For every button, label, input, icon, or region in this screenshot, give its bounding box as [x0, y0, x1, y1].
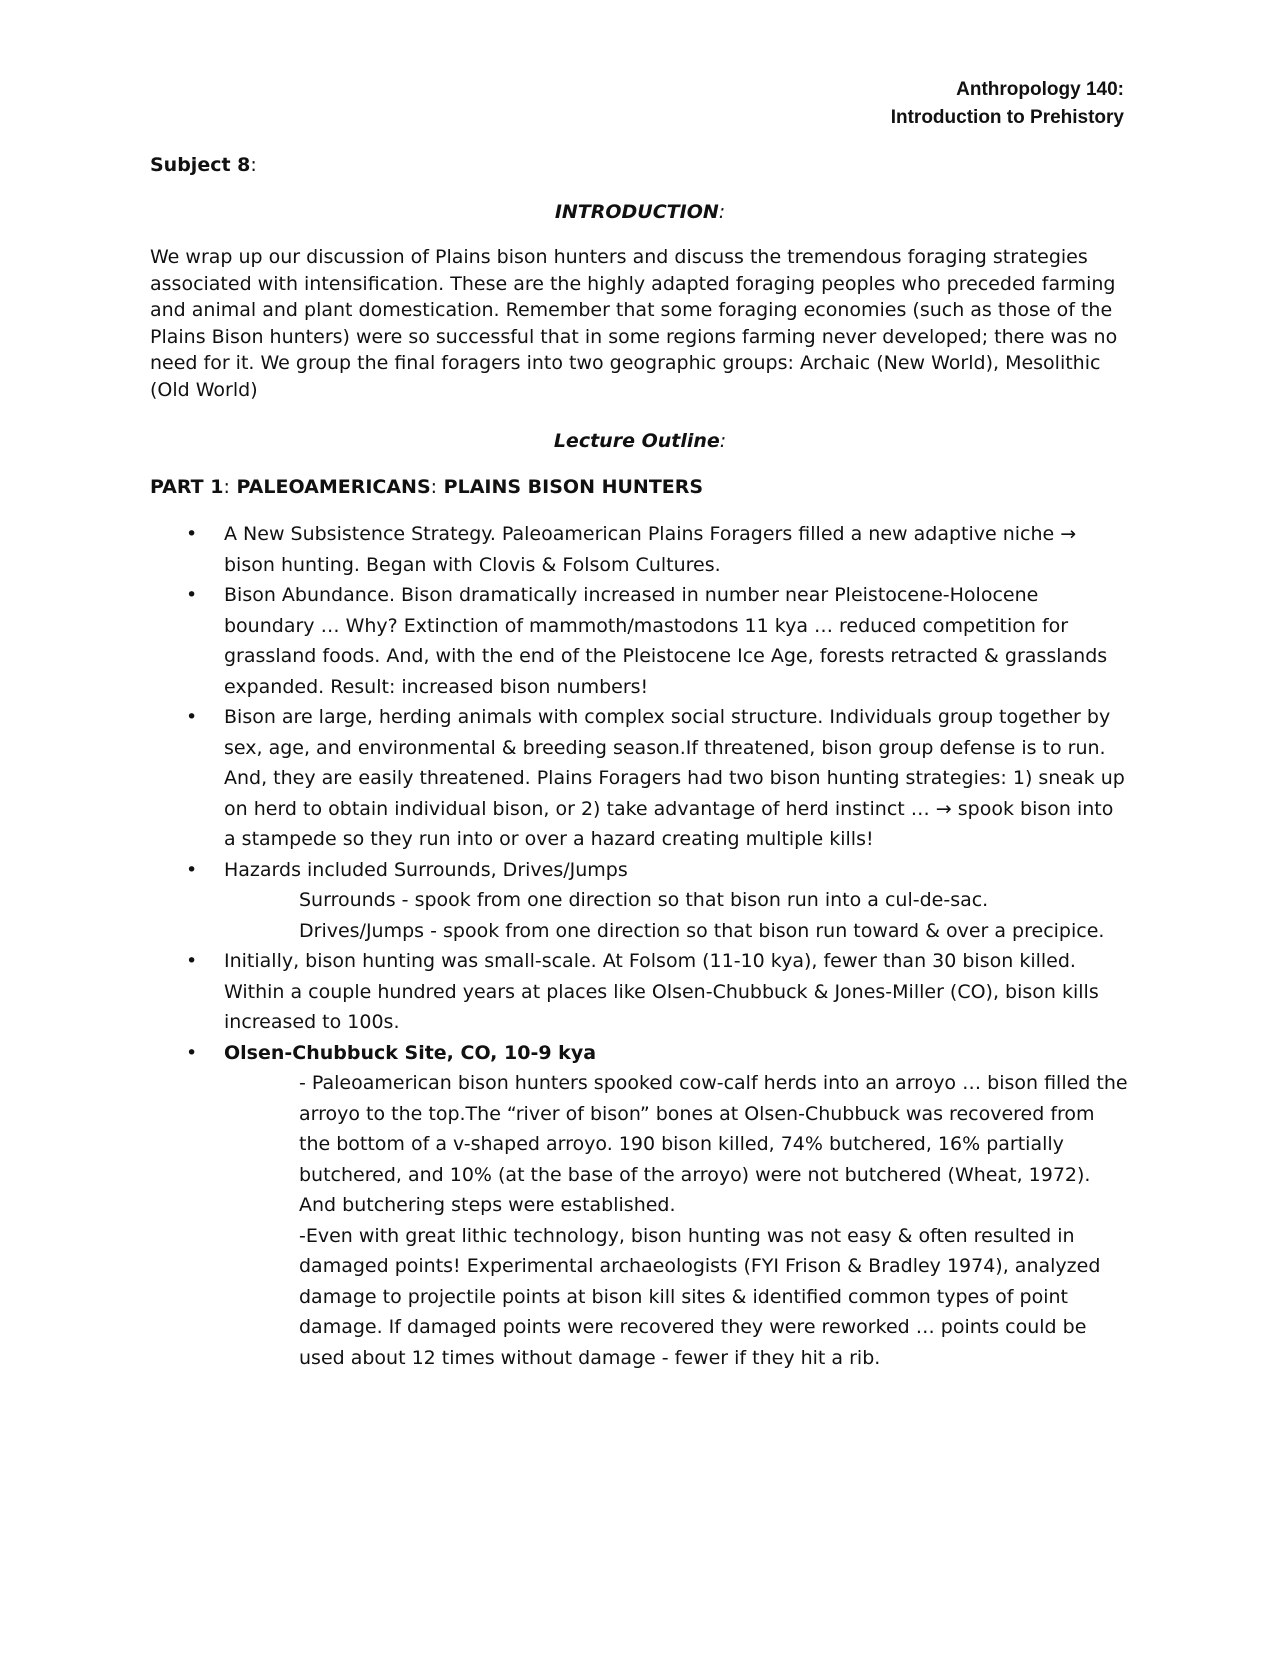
- bullet-text: Bison Abundance. Bison dramatically increased in number near Pleistocene-Holocene boundary … Why? Extinction of mammoth/mastodons 11 kya … reduced competition for grassland foods. And, with the end of the Pleistocene Ice Age, forests retracted & grasslands expanded. Result: increased bison numbers!: [224, 584, 1108, 698]
- lecture-outline-heading-text: Lecture Outline: [553, 430, 720, 452]
- list-item: [150, 855, 1130, 947]
- subject-line: [150, 152, 257, 178]
- introduction-heading-text: INTRODUCTION: [554, 201, 719, 223]
- introduction-heading: [0, 199, 1280, 225]
- part-separator: :: [223, 476, 230, 498]
- subject-suffix: :: [250, 154, 257, 176]
- course-title: Introduction to Prehistory: [890, 107, 1124, 128]
- part-label: PART 1: [150, 476, 224, 498]
- course-number: Anthropology 140:: [956, 79, 1124, 100]
- bullet-text: Initially, bison hunting was small-scale. At Folsom (11-10 kya), fewer than 30 bison killed. Within a couple hundred years at places like Olsen-Chubbuck & Jones-Miller (CO), bison kills increased to 100s.: [224, 950, 1099, 1033]
- bullet-text: A New Subsistence Strategy. Paleoamerican Plains Foragers filled a new adaptive niche → bison hunting. Began with Clovis & Folsom Cultures.: [224, 523, 1077, 576]
- bullet-icon: •: [186, 858, 198, 881]
- part-subtitle: PLAINS BISON HUNTERS: [443, 476, 704, 498]
- lecture-outline-heading-suffix: :: [719, 430, 727, 452]
- part-heading: [150, 474, 703, 500]
- hazard-detail: Surrounds - spook from one direction so that bison run into a cul-de-sac.: [299, 889, 989, 911]
- list-item: [150, 702, 1130, 855]
- bullet-icon: •: [186, 1041, 198, 1064]
- bullet-icon: •: [186, 523, 198, 545]
- bullet-text: Hazards included Surrounds, Drives/Jumps: [224, 858, 628, 881]
- bullet-icon: •: [186, 950, 198, 972]
- outline-bullet-list: [150, 519, 1130, 1373]
- part-separator-2: :: [430, 476, 438, 498]
- introduction-paragraph: We wrap up our discussion of Plains bison hunters and discuss the tremendous foraging strategies associated with intensification. These are the highly adapted foraging peoples who preceded farming and animal and plant domestication. Remember that some foraging economies (such as those of the Plains Bison hunters) were so successful that in some regions farming never developed; there was no need for it. We group the final foragers into two geographic groups: Archaic (New World), Mesolithic (Old World): [150, 246, 1118, 401]
- course-header: [891, 76, 1124, 132]
- hazard-detail: Drives/Jumps - spook from one direction so that bison run toward & over a precipice.: [299, 919, 1105, 942]
- olsen-detail: -Even with great lithic technology, bison hunting was not easy & often resulted in damaged points! Experimental archaeologists (FYI Frison & Bradley 1974), analyzed damage to projectile points at bison kill sites & identified common types of point damage. If damaged points were recovered they were reworked … points could be used about 12 times without damage - fewer if they hit a rib.: [299, 1224, 1101, 1369]
- list-item: [150, 519, 1130, 580]
- olsen-detail: - Paleoamerican bison hunters spooked cow-calf herds into an arroyo … bison filled the arroyo to the top.The “river of bison” bones at Olsen-Chubbuck was recovered from the bottom of a v-shaped arroyo. 190 bison killed, 74% butchered, 16% partially butchered, and 10% (at the base of the arroyo) were not butchered (Wheat, 1972). And butchering steps were established.: [299, 1072, 1128, 1216]
- list-item: [150, 946, 1130, 1038]
- bullet-icon: •: [186, 706, 198, 728]
- bullet-icon: •: [186, 584, 198, 606]
- list-item: [150, 580, 1130, 702]
- bullet-text: Olsen-Chubbuck Site, CO, 10-9 kya: [224, 1041, 597, 1064]
- introduction-heading-suffix: :: [718, 201, 726, 223]
- subject-label: Subject 8: [150, 154, 251, 176]
- bullet-text: Bison are large, herding animals with complex social structure. Individuals group together by sex, age, and environmental & breeding season.If threatened, bison group defense is to run. And, they are easily threatened. Plains Foragers had two bison hunting strategies: 1) sneak up on herd to obtain individual bison, or 2) take advantage of herd instinct … → spook bison into a stampede so they run into or over a hazard creating multiple kills!: [224, 706, 1125, 850]
- list-item: [150, 1038, 1130, 1374]
- part-title: PALEOAMERICANS: [236, 476, 431, 498]
- lecture-outline-heading: [0, 428, 1280, 454]
